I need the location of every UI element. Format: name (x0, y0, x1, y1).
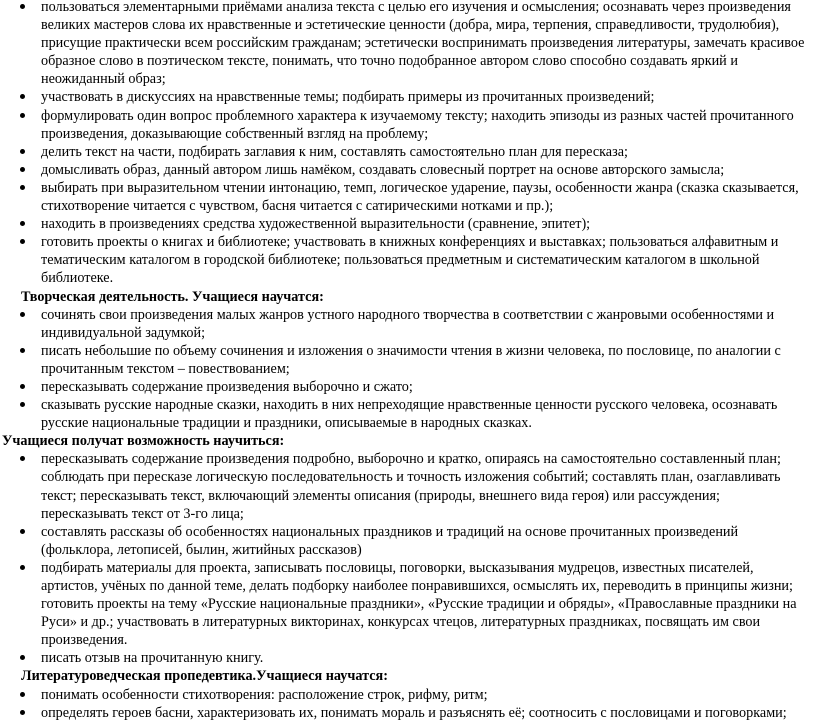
bullet-icon (20, 94, 25, 99)
list-item (0, 0, 816, 88)
bullet-icon (20, 565, 25, 570)
list-item (0, 88, 816, 106)
list-item (0, 233, 816, 287)
list-item-text: пользоваться элементарными приёмами анализа текста с целью его изучения и осмысления; осознавать через произведения великих мастеров слова их нравственные и эстетические ценности (добра, мира, терпения, справедливости, трудолюбия), присущие практически всем российским гражданам; эстетически воспринимать произведения литературы, замечать красивое образное слово в поэтическом тексте, понимать, что точно подобранное автором слово способно создавать яркий и неожиданный образ; (41, 0, 805, 88)
bullet-icon (20, 4, 25, 9)
list-item-text: составлять рассказы об особенностях национальных праздников и традиций на основе прочитанных произведений (фольклора, летописей, былин, житийных рассказов) (41, 523, 739, 558)
skills-list-creative (0, 306, 816, 433)
list-item (0, 559, 816, 649)
list-item (0, 179, 816, 215)
list-item (0, 450, 816, 522)
list-item-text: домысливать образ, данный автором лишь намёком, создавать словесный портрет на основе авторского замысла; (41, 161, 725, 178)
bullet-icon (20, 402, 25, 407)
list-item-text: сказывать русские народные сказки, находить в них непреходящие нравственные ценности русского человека, осознавать русские национальные традиции и праздники, описываемые в народных сказках. (41, 397, 778, 432)
section-heading-creative: Творческая деятельность. Учащиеся научатся: (21, 288, 324, 305)
section-heading-opportunity: Учащиеся получат возможность научиться: (2, 433, 285, 450)
section-heading-propaedeutics: Литературоведческая пропедевтика.Учащиеся научатся: (21, 668, 388, 685)
list-item-text: понимать особенности стихотворения: расположение строк, рифму, ритм; (41, 686, 488, 703)
list-item (0, 215, 816, 233)
skills-list-propaedeutics (0, 686, 816, 722)
bullet-icon (20, 710, 25, 715)
list-item-text: пересказывать содержание произведения подробно, выборочно и кратко, опираясь на самостоятельно составленный план; соблюдать при пересказе логическую последовательность и точность изложения событий; составлять план, озаглавливать текст; пересказывать текст, включающий элементы описания (природы, внешнего вида героя) или рассуждения; пересказывать текст от 3-го лица; (41, 451, 781, 522)
list-item-text: писать отзыв на прочитанную книгу. (41, 650, 264, 667)
list-item (0, 143, 816, 161)
list-item-text: сочинять свои произведения малых жанров устного народного творчества в соответствии с жанровыми особенностями и индивидуальной задумкой; (41, 306, 775, 341)
bullet-icon (20, 384, 25, 389)
bullet-icon (20, 348, 25, 353)
bullet-icon (20, 692, 25, 697)
list-item (0, 107, 816, 143)
bullet-icon (20, 113, 25, 118)
list-item-text: готовить проекты о книгах и библиотеке; участвовать в книжных конференциях и выставках; пользоваться алфавитным и тематическим каталогом в городской библиотеке; пользоваться предметным и систематическим каталогом в школьной библиотеке. (41, 234, 779, 287)
skills-list-reading (0, 0, 816, 288)
bullet-icon (20, 221, 25, 226)
bullet-icon (20, 167, 25, 172)
list-item-text: делить текст на части, подбирать заглавия к ним, составлять самостоятельно план для пересказа; (41, 143, 628, 160)
bullet-icon (20, 149, 25, 154)
list-item-text: писать небольшие по объему сочинения и изложения о значимости чтения в жизни человека, по пословице, по аналогии с прочитанным текстом – повествованием; (41, 342, 781, 377)
list-item (0, 649, 816, 667)
list-item-text: подбирать материалы для проекта, записывать пословицы, поговорки, высказывания мудрецов, известных писателей, артистов, учёных по данной теме, делать подборку наиболее понравившихся, осмыслять их, переводить в принципы жизни; готовить проекты на тему «Русские национальные праздники», «Русские традиции и обряды», «Православные праздники на Руси» и др.; участвовать в литературных викторинах, конкурсах чтецов, литературных праздниках, посвящать им свои произведения. (41, 559, 797, 649)
bullet-icon (20, 312, 25, 317)
list-item (0, 396, 816, 432)
bullet-icon (20, 529, 25, 534)
list-item (0, 378, 816, 396)
list-item (0, 686, 816, 704)
bullet-icon (20, 239, 25, 244)
skills-list-opportunity (0, 450, 816, 667)
list-item-text: находить в произведениях средства художественной выразительности (сравнение, эпитет); (41, 216, 591, 233)
bullet-icon (20, 655, 25, 660)
list-item (0, 523, 816, 559)
list-item-text: пересказывать содержание произведения выборочно и сжато; (41, 378, 413, 395)
bullet-icon (20, 456, 25, 461)
list-item-text: формулировать один вопрос проблемного характера к изучаемому тексту; находить эпизоды из разных частей прочитанного произведения, доказывающие собственный взгляд на проблему; (41, 107, 794, 142)
list-item (0, 161, 816, 179)
list-item (0, 342, 816, 378)
list-item-text: выбирать при выразительном чтении интонацию, темп, логическое ударение, паузы, особенности жанра (сказка сказывается, стихотворение читается с чувством, басня читается с сатирическими нотками и пр.); (41, 179, 799, 215)
list-item (0, 306, 816, 342)
list-item-text: определять героев басни, характеризовать их, понимать мораль и разъяснять её; соотносить с пословицами и поговорками; (41, 704, 787, 721)
bullet-icon (20, 185, 25, 190)
list-item (0, 704, 816, 722)
list-item-text: участвовать в дискуссиях на нравственные темы; подбирать примеры из прочитанных произведений; (41, 89, 655, 106)
